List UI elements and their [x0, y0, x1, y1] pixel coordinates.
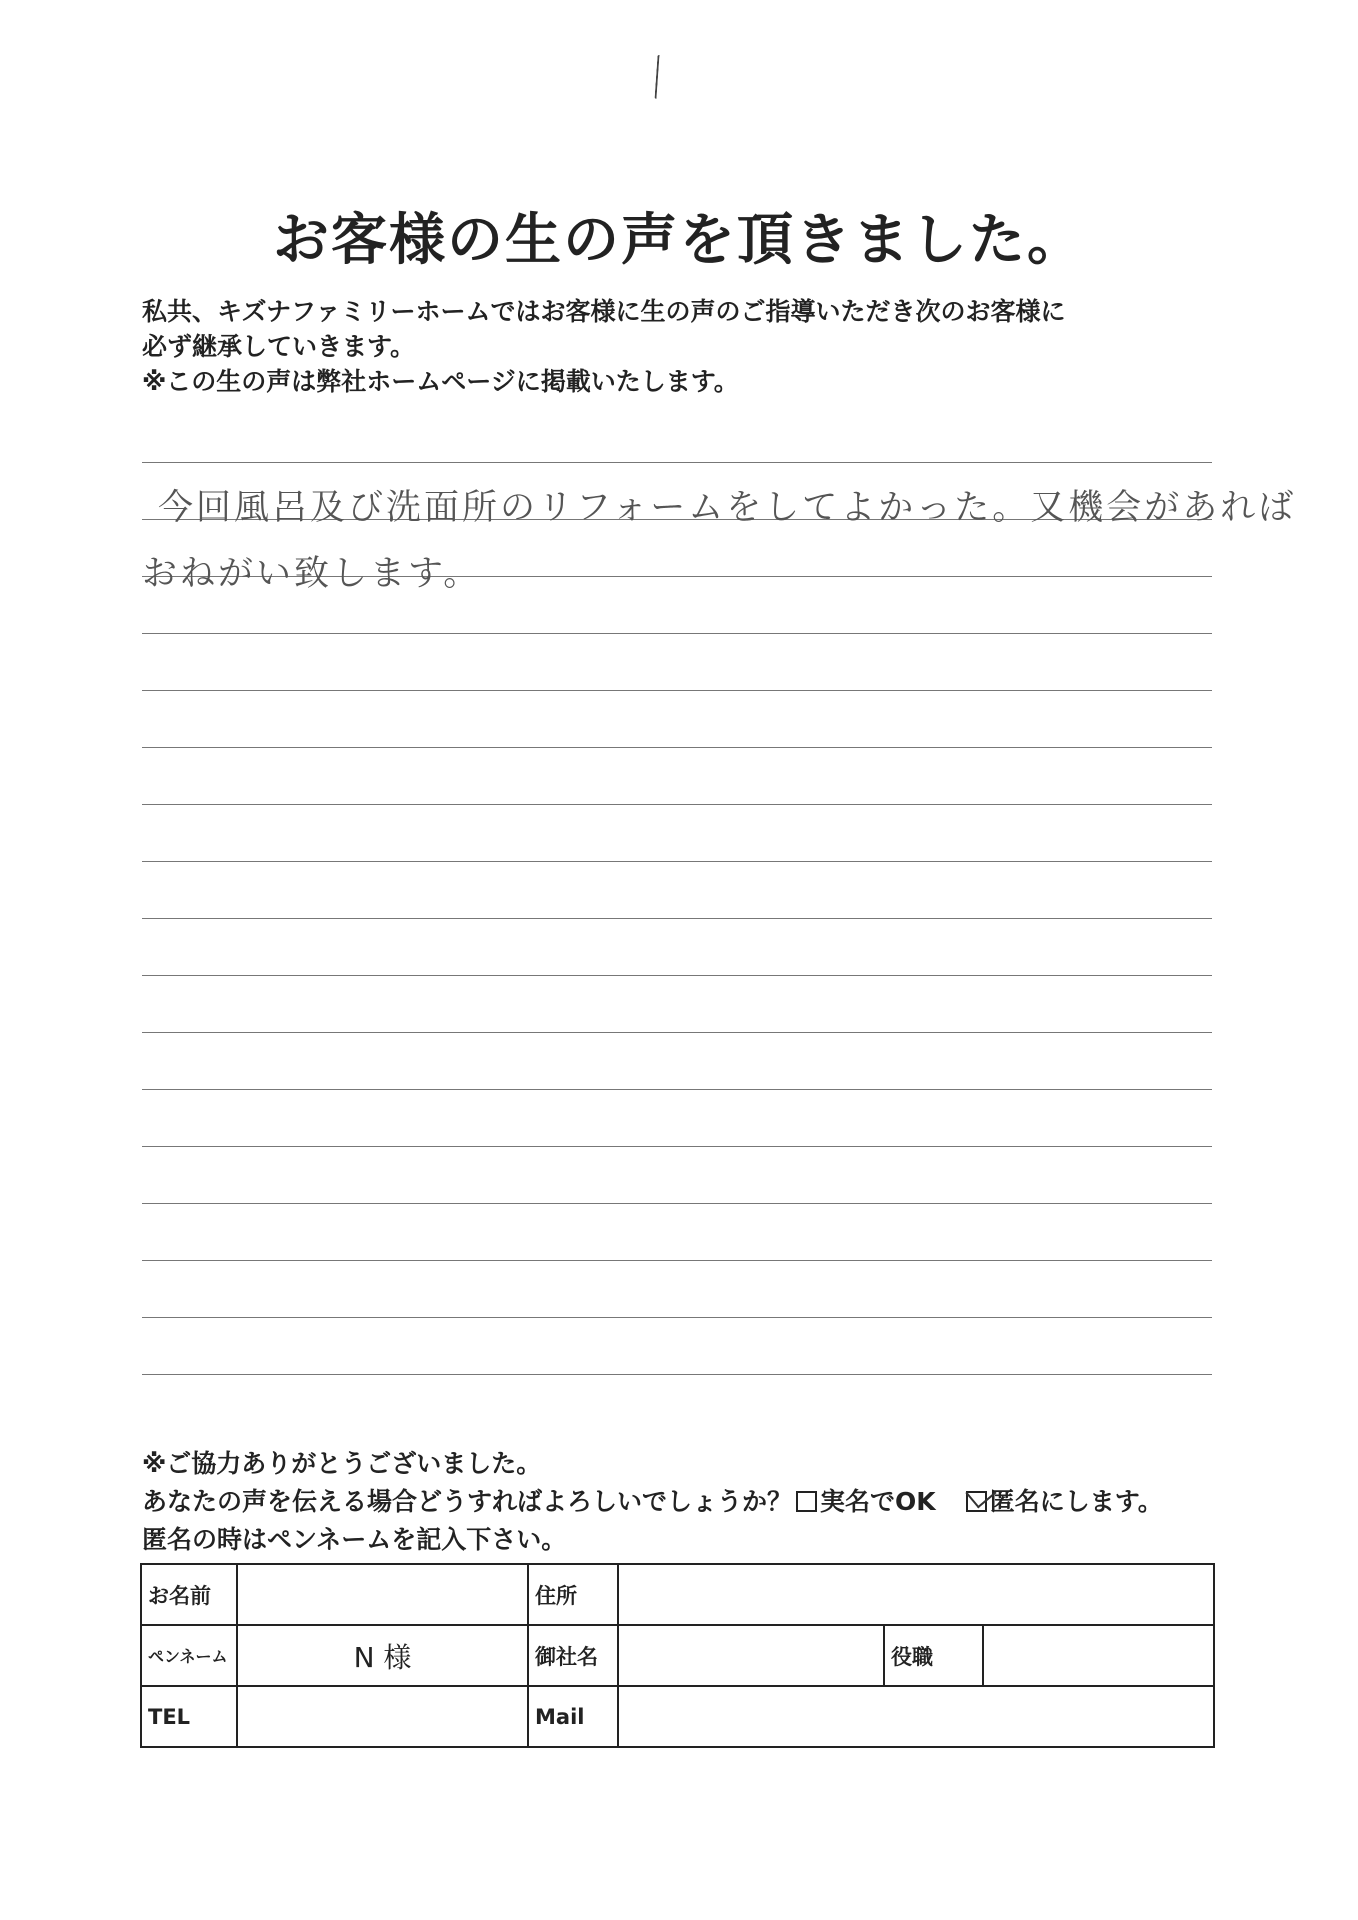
- handwritten-comment-line: 今回風呂及び洗面所のリフォームをしてよかった。又機会があれば: [158, 488, 1297, 528]
- ruled-line: [142, 747, 1212, 748]
- name-label: お名前: [141, 1564, 237, 1625]
- real-name-checkbox[interactable]: [796, 1491, 817, 1512]
- ruled-line: [142, 861, 1212, 862]
- footer-text: [142, 1445, 1252, 1559]
- anonymous-option-label: 匿名にします。: [989, 1487, 1163, 1516]
- ruled-line: [142, 1146, 1212, 1147]
- ruled-line: [142, 1260, 1212, 1261]
- ruled-line: [142, 462, 1212, 463]
- pen-name-field[interactable]: N 様: [237, 1625, 528, 1686]
- ruled-line: [142, 804, 1212, 805]
- ruled-line: [142, 1089, 1212, 1090]
- table-row: [141, 1564, 1214, 1625]
- ruled-line: [142, 1374, 1212, 1375]
- company-field[interactable]: [618, 1625, 884, 1686]
- position-field[interactable]: [983, 1625, 1214, 1686]
- name-field[interactable]: [237, 1564, 528, 1625]
- intro-line: ※この生の声は弊社ホームページに掲載いたします。: [142, 367, 739, 396]
- intro-text: [142, 294, 1252, 399]
- stray-pen-mark: [654, 55, 663, 99]
- mail-field[interactable]: [618, 1686, 1214, 1747]
- real-name-option-label: 実名でOK: [820, 1487, 936, 1516]
- ruled-comment-area: [142, 462, 1212, 1382]
- address-field[interactable]: [618, 1564, 1214, 1625]
- intro-line: 私共、キズナファミリーホームではお客様に生の声のご指導いただき次のお客様に: [142, 297, 1066, 326]
- ruled-line: [142, 975, 1212, 976]
- table-row: [141, 1686, 1214, 1747]
- tel-label: TEL: [141, 1686, 237, 1747]
- ruled-line: [142, 1317, 1212, 1318]
- thanks-text: ※ご協力ありがとうございました。: [142, 1449, 542, 1478]
- customer-info-table: [140, 1563, 1215, 1748]
- ruled-line: [142, 690, 1212, 691]
- table-row: [141, 1625, 1214, 1686]
- pen-name-note: 匿名の時はペンネームを記入下さい。: [142, 1525, 567, 1554]
- intro-line: 必ず継承していきます。: [142, 332, 416, 361]
- anonymous-checkbox[interactable]: [966, 1491, 987, 1512]
- tel-field[interactable]: [237, 1686, 528, 1747]
- company-label: 御社名: [528, 1625, 618, 1686]
- pen-name-label: ペンネーム: [141, 1625, 237, 1686]
- publication-choice: [142, 1483, 1252, 1521]
- address-label: 住所: [528, 1564, 618, 1625]
- mail-label: Mail: [528, 1686, 618, 1747]
- publication-question: あなたの声を伝える場合どうすればよろしいでしょうか？: [142, 1487, 793, 1516]
- ruled-line: [142, 918, 1212, 919]
- handwritten-comment-line: おねがい致します。: [142, 554, 482, 594]
- ruled-line: [142, 633, 1212, 634]
- ruled-line: [142, 1203, 1212, 1204]
- ruled-line: [142, 1032, 1212, 1033]
- position-label: 役職: [884, 1625, 983, 1686]
- page-title: お客様の生の声を頂きました。: [273, 208, 1085, 273]
